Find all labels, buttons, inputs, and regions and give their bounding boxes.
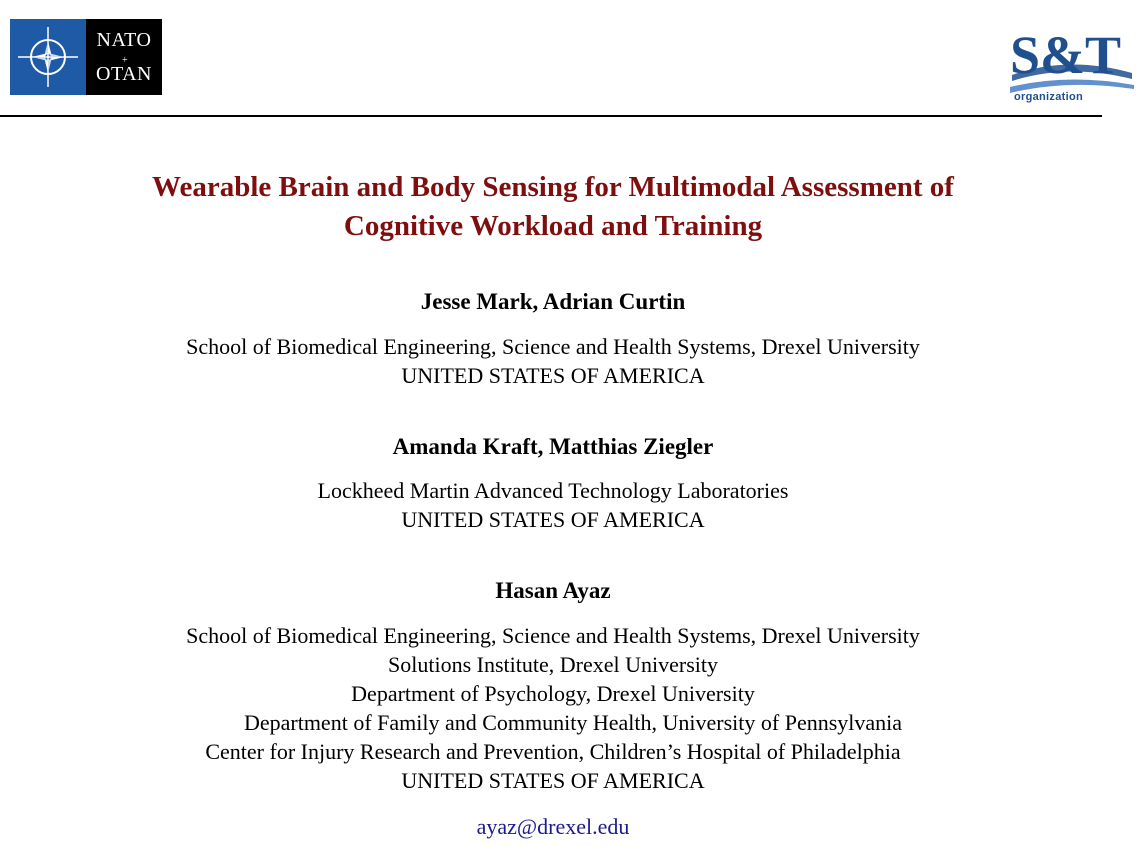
title-line-2: Cognitive Workload and Training xyxy=(343,210,763,242)
st-organization-logo xyxy=(1008,15,1136,107)
affiliation-block-1 xyxy=(0,332,1106,390)
affiliation-line: School of Biomedical Engineering, Science and Health Systems, Drexel University xyxy=(186,623,920,648)
affiliation-line: School of Biomedical Engineering, Science and Health Systems, Drexel University xyxy=(186,334,920,359)
affiliation-country: UNITED STATES OF AMERICA xyxy=(401,507,705,532)
affiliation-line: Center for Injury Research and Prevention, Children’s Hospital of Philadelphia xyxy=(205,739,901,764)
affiliation-block-3 xyxy=(0,621,1106,795)
nato-word: NATO xyxy=(96,29,152,51)
nato-otan-logo xyxy=(10,19,162,95)
affiliation-country: UNITED STATES OF AMERICA xyxy=(401,768,705,793)
author-names-2: Amanda Kraft, Matthias Ziegler xyxy=(392,434,714,459)
affiliation-line: Solutions Institute, Drexel University xyxy=(388,652,718,677)
paper-title xyxy=(0,168,1106,246)
title-line-1: Wearable Brain and Body Sensing for Multimodal Assessment of xyxy=(152,171,954,203)
st-organization-label: organization xyxy=(1014,91,1083,103)
affiliation-country: UNITED STATES OF AMERICA xyxy=(401,363,705,388)
otan-word: OTAN xyxy=(96,63,152,85)
affiliation-line: Department of Family and Community Health, University of Pennsylvania xyxy=(243,710,903,735)
author-names-3: Hasan Ayaz xyxy=(495,578,611,603)
nato-compass-icon xyxy=(10,19,86,95)
author-names-1: Jesse Mark, Adrian Curtin xyxy=(420,289,686,314)
contact-email-link[interactable]: ayaz@drexel.edu xyxy=(476,814,630,839)
affiliation-block-2 xyxy=(0,476,1106,534)
header-rule xyxy=(0,115,1102,117)
affiliation-line: Lockheed Martin Advanced Technology Laboratories xyxy=(317,478,789,503)
svg-text:S&T: S&T xyxy=(1010,25,1122,85)
affiliation-line: Department of Psychology, Drexel University xyxy=(351,681,755,706)
nato-otan-wordmark xyxy=(86,19,162,95)
plus-icon: + xyxy=(122,55,128,66)
